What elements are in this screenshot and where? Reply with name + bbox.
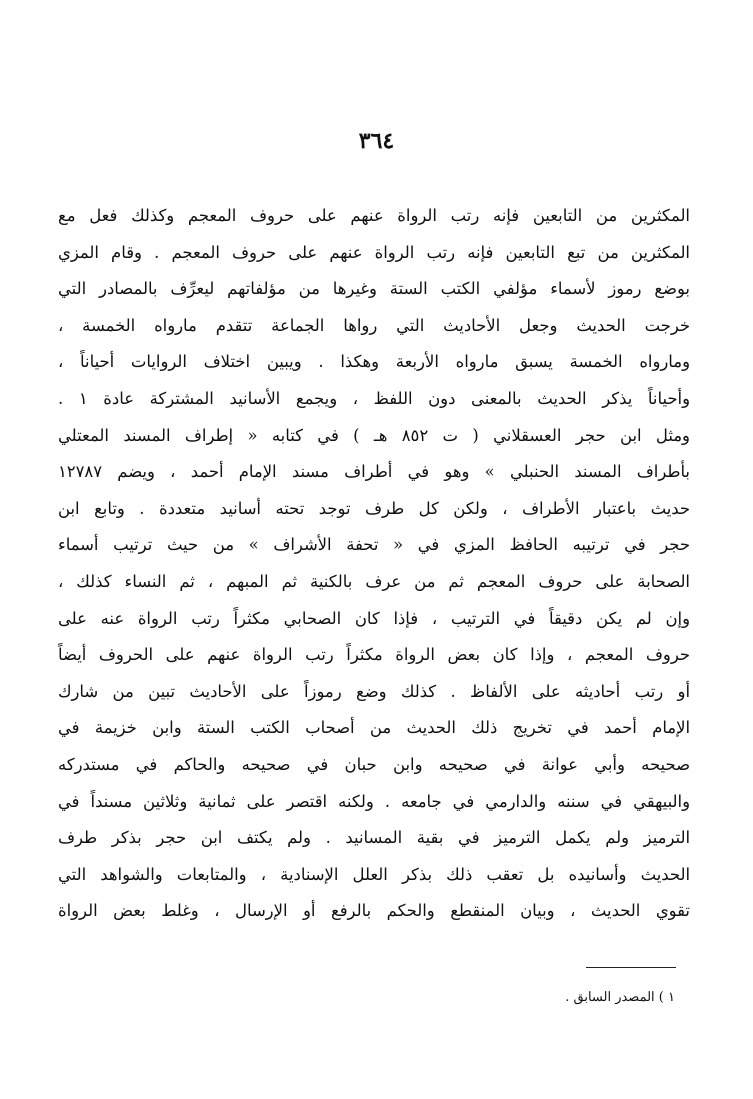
body-text xyxy=(58,198,690,930)
text-line: حديث باعتبار الأطراف ، ولكن كل طرف توجد تحته أسانيد متعددة . وتابع ابن xyxy=(58,498,690,518)
text-line: بأطراف المسند الحنبلي » وهو في أطراف مسند الإمام أحمد ، ويضم ١٢٧٨٧ xyxy=(58,462,690,482)
text-line: حروف المعجم ، وإذا كان بعض الرواة مكثراً رتب الرواة عنهم على الحروف أيضاً xyxy=(58,645,690,665)
text-line: الترميز ولم يكمل الترميز في بقية المسانيد . ولم يكتف ابن حجر بذكر طرف xyxy=(58,828,690,848)
text-line: تقوي الحديث ، وبيان المنقطع والحكم بالرفع أو الإرسال ، وغلط بعض الرواة xyxy=(58,901,690,921)
text-line: الصحابة على حروف المعجم ثم من عرف بالكنية ثم المبهم ، ثم النساء كذلك ، xyxy=(58,571,690,591)
footnote: ١ ) المصدر السابق . xyxy=(565,990,675,1005)
text-line: والبيهقي في سننه والدارمي في جامعه . ولكنه اقتصر على ثمانية وثلاثين مسنداً في xyxy=(58,791,690,811)
text-line: وأحياناً يذكر الحديث بالمعنى دون اللفظ ، ويجمع الأسانيد المشتركة عادة ١ . xyxy=(58,388,690,408)
text-line: خرجت الحديث وجعل الأحاديث التي رواها الجماعة تتقدم مارواه الخمسة ، xyxy=(58,315,690,335)
text-line: المكثرين من تبع التابعين فإنه رتب الرواة عنهم على حروف المعجم . وقام المزي xyxy=(58,242,690,262)
text-line: أو رتب أحاديثه على الألفاظ . كذلك وضع رموزاً على الأحاديث تبين من شارك xyxy=(58,681,690,701)
text-line: الإمام أحمد في تخريج ذلك الحديث من أصحاب الكتب الستة وابن خزيمة في xyxy=(58,718,690,738)
page-number: ٣٦٤ xyxy=(358,128,395,154)
text-line: صحيحه وأبي عوانة في صحيحه وابن حبان في صحيحه والحاكم في مستدركه xyxy=(58,754,690,774)
text-line: الحديث وأسانيده بل تعقب ذلك بذكر العلل الإسنادية ، والمتابعات والشواهد التي xyxy=(58,864,690,884)
text-line: بوضع رموز لأسماء مؤلفي الكتب الستة وغيرها من مؤلفاتهم ليعرِّف بالمصادر التي xyxy=(58,279,690,299)
text-line: حجر في ترتيبه الحافظ المزي في « تحفة الأشراف » من حيث ترتيب أسماء xyxy=(58,535,690,555)
text-line: المكثرين من التابعين فإنه رتب الرواة عنهم على حروف المعجم وكذلك فعل مع xyxy=(58,206,690,225)
text-line: ومارواه الخمسة يسبق مارواه الأربعة وهكذا . ويبين اختلاف الروايات أحياناً ، xyxy=(58,352,690,372)
text-line: ومثل ابن حجر العسقلاني ( ت ٨٥٢ هـ ) في كتابه « إطراف المسند المعتلي xyxy=(58,425,690,445)
footnote-divider xyxy=(586,967,676,968)
text-line: وإن لم يكن دقيقاً في الترتيب ، فإذا كان الصحابي مكثراً رتب الرواة عنه على xyxy=(58,608,690,628)
